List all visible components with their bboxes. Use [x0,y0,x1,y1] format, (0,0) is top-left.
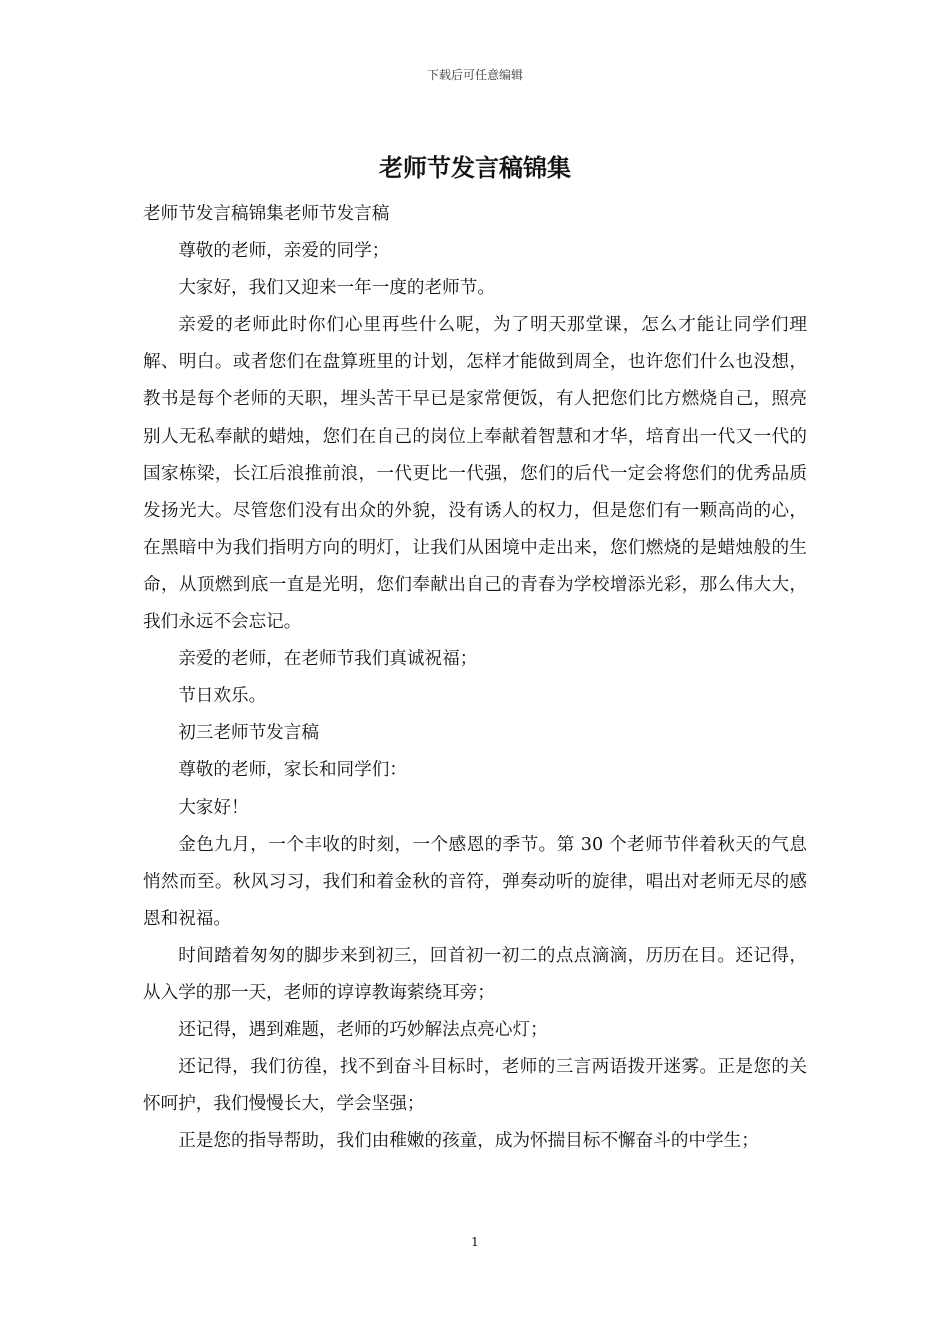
paragraph-section-heading: 初三老师节发言稿 [178,723,319,744]
paragraph: 尊敬的老师，家长和同学们： [178,760,407,781]
paragraph: 亲爱的老师此时你们心里再些什么呢，为了明天那堂课，怎么才能让同学们理解、明白。或者您们在盘算班里的计划，怎样才能做到周全，也许您们什么也没想，教书是每个老师的天职，埋头苦干早已是家常便饭，有人把您们比方燃烧自己，照亮别人无私奉献的蜡烛，您们在自己的岗位上奉献着智慧和才华，培育出一代又一代的国家栋梁，长江后浪推前浪，一代更比一代强，您们的后代一定会将您们的优秀品质发扬光大。尽管您们没有出众的外貌，没有诱人的权力，但是您们有一颗高尚的心，在黑暗中为我们指明方向的明灯，让我们从困境中走出来，您们燃烧的是蜡烛般的生命，从顶燃到底一直是光明，您们奉献出自己的青春为学校增添光彩，那么伟大大，我们永远不会忘记。 [143,315,807,633]
paragraph-subtitle: 老师节发言稿锦集老师节发言稿 [143,204,390,224]
paragraph: 亲爱的老师，在老师节我们真诚祝福； [178,649,478,670]
document-title: 老师节发言稿锦集 [379,153,571,182]
paragraph: 金色九月，一个丰收的时刻，一个感恩的季节。第 30 个老师节伴着秋天的气息悄然而至。秋风习习，我们和着金秋的音符，弹奏动听的旋律，唱出对老师无尽的感恩和祝福。 [143,834,807,929]
document-body [143,196,807,1160]
paragraph: 节日欢乐。 [178,686,267,707]
paragraph: 大家好，我们又迎来一年一度的老师节。 [178,278,495,299]
paragraph: 正是您的指导帮助，我们由稚嫩的孩童，成为怀揣目标不懈奋斗的中学生； [178,1131,759,1152]
paragraph: 还记得，遇到难题，老师的巧妙解法点亮心灯； [178,1020,548,1041]
paragraph: 尊敬的老师，亲爱的同学； [178,241,390,262]
page-header-note: 下载后可任意编辑 [426,68,523,82]
paragraph: 还记得，我们彷徨，找不到奋斗目标时，老师的三言两语拨开迷雾。正是您的关怀呵护，我们慢慢长大，学会坚强； [143,1057,807,1115]
paragraph: 大家好！ [178,797,249,818]
page-number: 1 [471,1235,479,1249]
paragraph: 时间踏着匆匆的脚步来到初三，回首初一初二的点点滴滴，历历在目。还记得，从入学的那一天，老师的谆谆教诲萦绕耳旁； [143,945,807,1003]
